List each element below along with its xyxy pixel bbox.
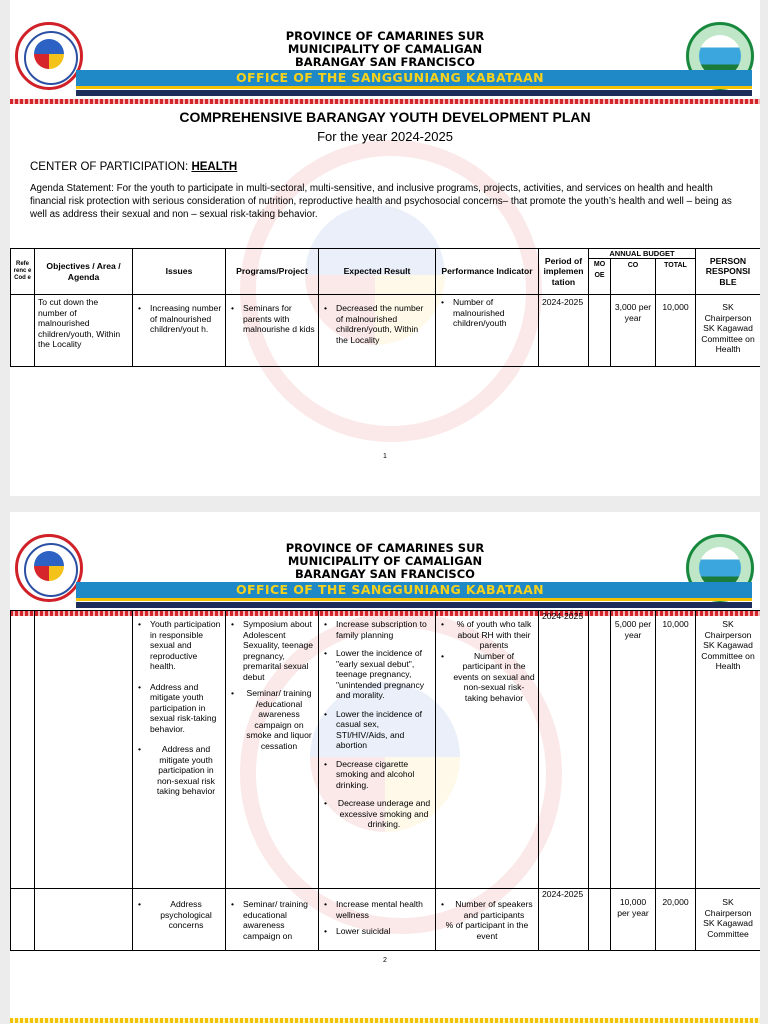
mooe-cell bbox=[589, 889, 611, 951]
office-title: OFFICE OF THE SANGGUNIANG KABATAAN bbox=[236, 70, 545, 85]
municipality-line: MUNICIPALITY OF CAMALIGAN bbox=[287, 42, 483, 56]
issues-cell bbox=[133, 295, 226, 367]
mooe-cell bbox=[589, 611, 611, 889]
programs-cell bbox=[226, 889, 319, 951]
plan-table-continued bbox=[10, 610, 760, 951]
issues-cell bbox=[133, 611, 226, 889]
list-item: • Lower the incidence of casual sex, STI/HIV/Aids, and abortion bbox=[322, 709, 432, 751]
province-line: PROVINCE OF CAMARINES SUR bbox=[285, 541, 485, 555]
center-label: CENTER OF PARTICIPATION: bbox=[30, 161, 189, 173]
table-row bbox=[11, 611, 761, 889]
total-cell: 10,000 bbox=[656, 295, 696, 367]
list-item: • Increase mental health wellness bbox=[322, 899, 432, 920]
barangay-line: BARANGAY SAN FRANCISCO bbox=[295, 567, 475, 581]
ref-cell bbox=[11, 889, 35, 951]
document-page-2 bbox=[10, 512, 760, 1024]
col-co: CO bbox=[611, 259, 656, 295]
list-item: • Youth participation in responsible sexual and reproductive health. bbox=[136, 619, 222, 672]
indicator-cell bbox=[436, 889, 539, 951]
list-item: • Address psychological concerns bbox=[136, 899, 222, 931]
co-cell: 5,000 per year bbox=[611, 611, 656, 889]
period-cell: 2024-2025 bbox=[539, 611, 589, 889]
list-item: • Seminar/ training educational awareness campaign on bbox=[229, 899, 315, 941]
col-person: PERSON RESPONSI BLE bbox=[696, 249, 761, 295]
col-mooe: MO OE bbox=[589, 259, 611, 295]
col-objectives: Objectives / Area / Agenda bbox=[35, 249, 133, 295]
person-cell: SK Chairperson SK Kagawad Committee on Health bbox=[696, 295, 761, 367]
period-cell: 2024-2025 bbox=[539, 889, 589, 951]
list-item: • Number of malnourished children/youth bbox=[439, 297, 535, 329]
list-item: • Symposium about Adolescent Sexuality, teenage pregnancy, premarital sexual debut bbox=[229, 619, 315, 682]
indicator-note: % of participant in the event bbox=[445, 920, 529, 941]
province-line: PROVINCE OF CAMARINES SUR bbox=[285, 29, 485, 43]
list-item: • Address and mitigate youth participation in non-sexual risk taking behavior bbox=[136, 744, 222, 797]
person-cell: SK Chairperson SK Kagawad Committee on Health bbox=[696, 611, 761, 889]
expected-cell bbox=[319, 889, 436, 951]
programs-cell bbox=[226, 295, 319, 367]
total-cell: 10,000 bbox=[656, 611, 696, 889]
expected-cell bbox=[319, 611, 436, 889]
footer-stripe bbox=[10, 1018, 760, 1023]
col-issues: Issues bbox=[133, 249, 226, 295]
center-of-participation bbox=[30, 161, 237, 173]
list-item: • Decrease cigarette smoking and alcohol drinking. bbox=[322, 759, 432, 791]
page-number: 2 bbox=[383, 957, 387, 964]
list-item: • % of youth who talk about RH with their parents bbox=[439, 619, 535, 651]
person-cell: SK Chairperson SK Kagawad Committee bbox=[696, 889, 761, 951]
header-rule bbox=[76, 90, 752, 96]
objective-cell: To cut down the number of malnourished children/youth, Within the Locality bbox=[35, 295, 133, 367]
period-cell: 2024-2025 bbox=[539, 295, 589, 367]
ref-cell bbox=[11, 611, 35, 889]
list-item: • Address and mitigate youth participation in sexual risk-taking behavior. bbox=[136, 682, 222, 735]
col-ref-code: Refe renc e Cod e bbox=[11, 249, 35, 295]
header-red-stripe bbox=[10, 99, 760, 104]
expected-cell bbox=[319, 295, 436, 367]
list-item: • Increase subscription to family planning bbox=[322, 619, 432, 640]
co-cell: 10,000 per year bbox=[611, 889, 656, 951]
list-item: • Number of speakers and participants bbox=[439, 899, 535, 920]
list-item: • Decreased the number of malnourished children/youth, Within the Locality bbox=[322, 303, 432, 345]
letterhead bbox=[10, 526, 760, 622]
barangay-line: BARANGAY SAN FRANCISCO bbox=[295, 55, 475, 69]
list-item: • Lower suicidal bbox=[322, 926, 432, 937]
objective-cell bbox=[35, 889, 133, 951]
plan-year: For the year 2024-2025 bbox=[317, 129, 453, 144]
municipality-line: MUNICIPALITY OF CAMALIGAN bbox=[287, 554, 483, 568]
list-item: • Lower the incidence of "early sexual debut", teenage pregnancy, "unintended pregnancy and morality. bbox=[322, 648, 432, 701]
col-programs: Programs/Project bbox=[226, 249, 319, 295]
col-annual-budget: ANNUAL BUDGET bbox=[589, 249, 696, 259]
page-number: 1 bbox=[383, 453, 387, 460]
indicator-cell bbox=[436, 611, 539, 889]
list-item: • Number of participant in the events on sexual and non-sexual risk-taking behavior bbox=[439, 651, 535, 704]
col-expected: Expected Result bbox=[319, 249, 436, 295]
col-indicator: Performance Indicator bbox=[436, 249, 539, 295]
document-page-1 bbox=[10, 0, 760, 496]
mooe-cell bbox=[589, 295, 611, 367]
office-banner bbox=[76, 582, 752, 601]
header-rule bbox=[76, 602, 752, 608]
plan-table bbox=[10, 248, 760, 367]
col-period: Period of implemen tation bbox=[539, 249, 589, 295]
plan-title: COMPREHENSIVE BARANGAY YOUTH DEVELOPMENT PLAN bbox=[179, 109, 591, 125]
objective-cell bbox=[35, 611, 133, 889]
agenda-statement: Agenda Statement: For the youth to participate in multi-sectoral, multi-sensitive, and inclusive programs, projects, activities, and services on health and health financial risk protection with serious consideration of nutrition, reproductive health and psychosocial concerns– that promote the youth’s health and well – being as well as address their sexual and non – sexual risk-taking behavior. bbox=[30, 183, 732, 220]
center-value: HEALTH bbox=[191, 161, 238, 173]
total-cell: 20,000 bbox=[656, 889, 696, 951]
issues-cell bbox=[133, 889, 226, 951]
table-row bbox=[11, 295, 761, 367]
co-cell: 3,000 per year bbox=[611, 295, 656, 367]
letterhead bbox=[10, 14, 760, 110]
list-item: • Seminars for parents with malnourishe d kids bbox=[229, 303, 315, 335]
office-banner bbox=[76, 70, 752, 89]
indicator-cell bbox=[436, 295, 539, 367]
programs-cell bbox=[226, 611, 319, 889]
table-row bbox=[11, 889, 761, 951]
list-item: • Seminar/ training /educational awareness campaign on smoke and liquor cessation bbox=[229, 688, 315, 751]
office-title: OFFICE OF THE SANGGUNIANG KABATAAN bbox=[236, 582, 545, 597]
list-item: • Increasing number of malnourished children/yout h. bbox=[136, 303, 222, 335]
list-item: • Decrease underage and excessive smoking and drinking. bbox=[322, 798, 432, 830]
col-total: TOTAL bbox=[656, 259, 696, 295]
ref-cell bbox=[11, 295, 35, 367]
